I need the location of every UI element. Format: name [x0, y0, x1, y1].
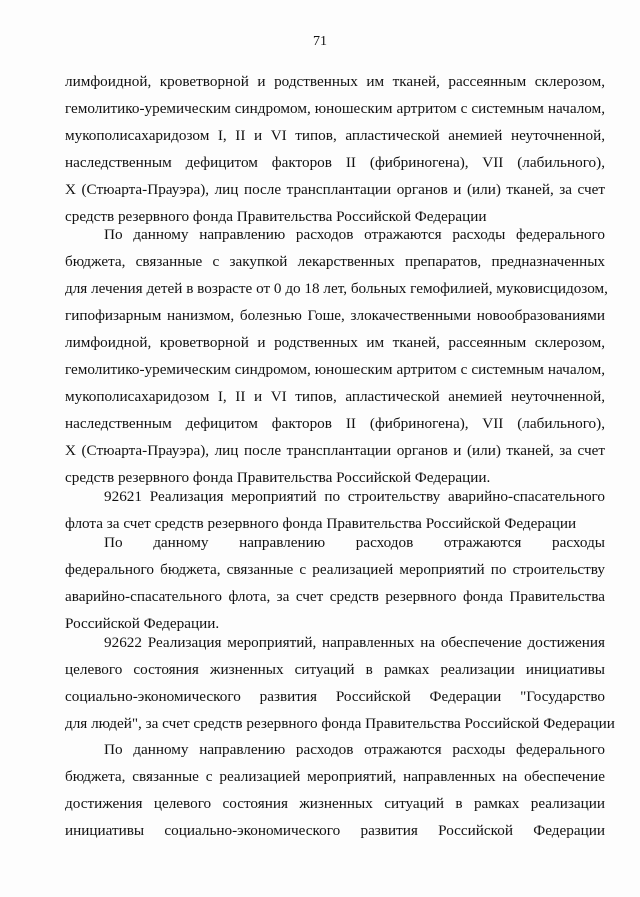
text-line: наследственным дефицитом факторов II (фибриногена), VII (лабильного), — [65, 415, 605, 432]
text-line: средств резервного фонда Правительства Российской Федерации. — [65, 469, 491, 486]
text-line: мукополисахаридозом I, II и VI типов, апластической анемией неуточненной, — [65, 388, 605, 405]
text-line: гемолитико-уремическим синдромом, юношеским артритом с системным началом, — [65, 361, 605, 378]
text-line: средств резервного фонда Правительства Российской Федерации — [65, 208, 487, 225]
text-line: социально-экономического развития Российской Федерации "Государство — [65, 688, 605, 705]
text-line: достижения целевого состояния жизненных ситуаций в рамках реализации — [65, 795, 605, 812]
text-line: мукополисахаридозом I, II и VI типов, апластической анемией неуточненной, — [65, 127, 605, 144]
text-line: наследственным дефицитом факторов II (фибриногена), VII (лабильного), — [65, 154, 605, 171]
text-line: лимфоидной, кроветворной и родственных им тканей, рассеянным склерозом, — [65, 73, 605, 90]
text-line: X (Стюарта-Прауэра), лиц после трансплантации органов и (или) тканей, за счет — [65, 181, 605, 198]
text-line: 92621 Реализация мероприятий по строительству аварийно-спасательного — [104, 488, 605, 505]
text-line: Российской Федерации. — [65, 615, 220, 632]
text-line: целевого состояния жизненных ситуаций в рамках реализации инициативы — [65, 661, 605, 678]
text-line: По данному направлению расходов отражаются расходы — [104, 534, 605, 551]
text-line: инициативы социально-экономического развития Российской Федерации — [65, 822, 605, 839]
text-line: X (Стюарта-Прауэра), лиц после трансплантации органов и (или) тканей, за счет — [65, 442, 605, 459]
text-line: для лечения детей в возрасте от 0 до 18 лет, больных гемофилией, муковисцидозом, — [65, 280, 608, 297]
text-line: 92622 Реализация мероприятий, направленных на обеспечение достижения — [104, 634, 605, 651]
text-line: бюджета, связанные с закупкой лекарственных препаратов, предназначенных — [65, 253, 605, 270]
text-line: лимфоидной, кроветворной и родственных им тканей, рассеянным склерозом, — [65, 334, 605, 351]
text-line: аварийно-спасательного флота, за счет средств резервного фонда Правительства — [65, 588, 605, 605]
text-line: гипофизарным нанизмом, болезнью Гоше, злокачественными новообразованиями — [65, 307, 605, 324]
text-line: По данному направлению расходов отражаются расходы федерального — [104, 741, 605, 758]
page-number: 71 — [313, 34, 327, 49]
text-line: гемолитико-уремическим синдромом, юношеским артритом с системным началом, — [65, 100, 605, 117]
text-line: По данному направлению расходов отражаются расходы федерального — [104, 226, 605, 243]
text-line: для людей", за счет средств резервного фонда Правительства Российской Федерации — [65, 715, 615, 732]
text-line: федерального бюджета, связанные с реализацией мероприятий по строительству — [65, 561, 605, 578]
text-line: флота за счет средств резервного фонда Правительства Российской Федерации — [65, 515, 577, 532]
text-line: бюджета, связанные с реализацией мероприятий, направленных на обеспечение — [65, 768, 605, 785]
